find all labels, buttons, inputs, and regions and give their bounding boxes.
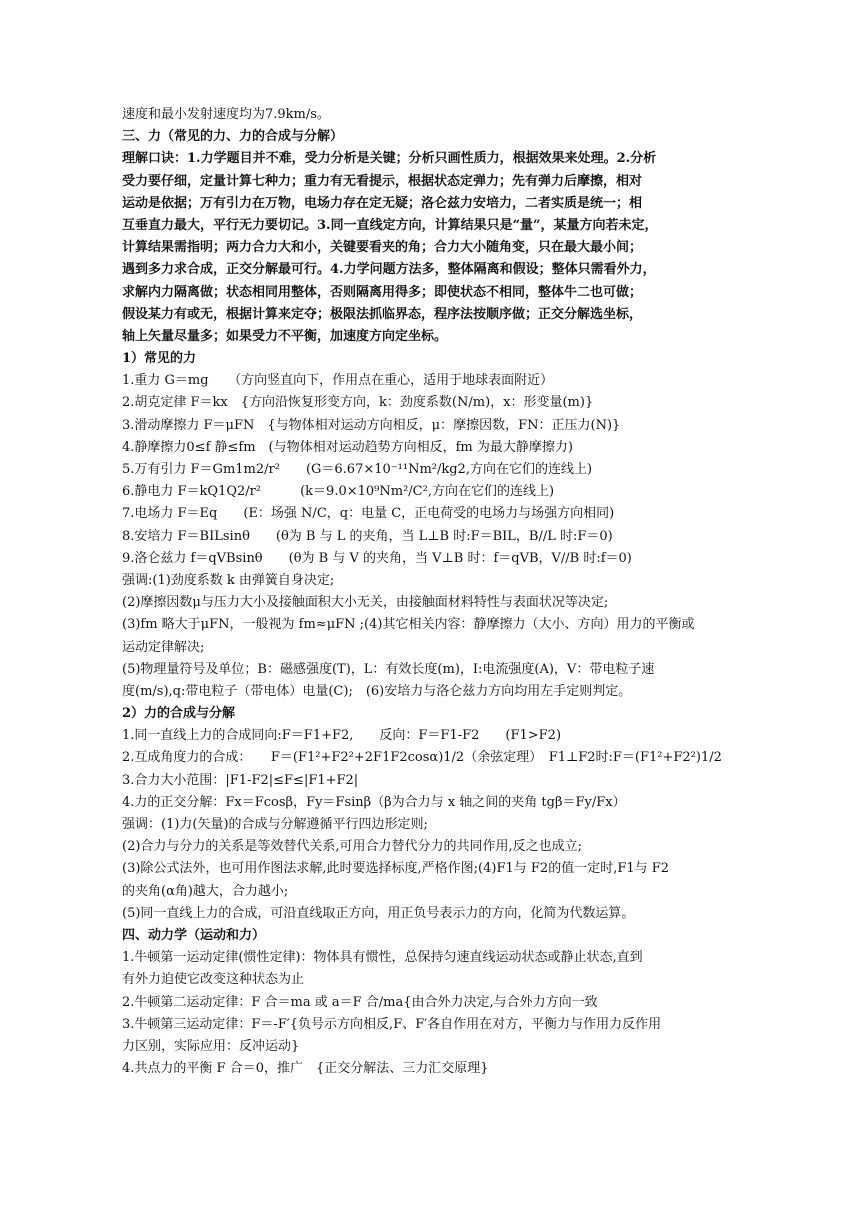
text-line: 2.胡克定律 F＝kx {方向沿恢复形变方向，k：劲度系数(N/m)，x：形变量(m)} (122, 395, 594, 411)
heading-line: 求解内力隔离做；状态相同用整体，否则隔离用得多；即使状态不相同，整体牛二也可做； (122, 284, 643, 300)
text-line: 力区别，实际应用：反冲运动} (122, 1038, 300, 1054)
text-line: (2)摩擦因数μ与压力大小及接触面积大小无关，由接触面材料特性与表面状况等决定; (122, 595, 609, 611)
text-line: 9.洛仑兹力 f＝qVBsinθ (θ为 B 与 V 的夹角，当 V⊥B 时：f＝qVB，V//B 时:f＝0) (122, 550, 632, 566)
text-line: 4.共点力的平衡 F 合＝0，推广 {正交分解法、三力汇交原理} (122, 1061, 489, 1077)
text-line: 2.互成角度力的合成： F＝(F1²+F2²+2F1F2cosα)1/2（余弦定理） F1⊥F2时:F＝(F1²+F2²)1/2 (122, 750, 722, 766)
text-line: 的夹角(α角)越大，合力越小; (122, 883, 289, 899)
heading-line: 1）常见的力 (122, 351, 197, 367)
heading-line: 三、力（常见的力、力的合成与分解） (122, 129, 344, 145)
text-line: 度(m/s),q:带电粒子（带电体）电量(C); (6)安培力与洛仑兹力方向均用左手定则判定。 (122, 683, 632, 699)
text-line: 1.同一直线上力的合成同向:F＝F1+F2, 反向：F＝F1-F2 (F1>F2) (122, 728, 562, 744)
heading-line: 2）力的合成与分解 (122, 706, 236, 722)
text-line: (5)同一直线上力的合成，可沿直线取正方向，用正负号表示力的方向，化简为代数运算。 (122, 905, 635, 921)
text-line: 5.万有引力 F＝Gm1m2/r² (G＝6.67×10⁻¹¹Nm²/kg2,方向在它们的连线上) (122, 462, 593, 477)
text-line: 6.静电力 F＝kQ1Q2/r² (k＝9.0×10⁹Nm²/C²,方向在它们的连线上) (122, 484, 555, 500)
heading-line: 计算结果需指明；两力合力大和小，关键要看夹的角；合力大小随角变，只在最大最小间； (122, 240, 643, 256)
text-line: (3)除公式法外，也可用作图法求解,此时要选择标度,严格作图;(4)F1与 F2的值一定时,F1与 F2 (122, 861, 670, 877)
text-line: (2)合力与分力的关系是等效替代关系,可用合力替代分力的共同作用,反之也成立; (122, 839, 583, 855)
text-line: 有外力迫使它改变这种状态为止 (122, 972, 305, 988)
text-line: (3)fm 略大于μFN，一般视为 fm≈μFN ;(4)其它相关内容：静摩擦力（大小、方向）用力的平衡或 (122, 617, 695, 633)
heading-line: 受力要仔细，定量计算七种力；重力有无看提示，根据状态定弹力；先有弹力后摩擦，相对 (122, 173, 643, 189)
text-line: 2.牛顿第二运动定律：F 合＝ma 或 a＝F 合/ma{由合外力决定,与合外力方向一致 (122, 994, 598, 1010)
text-line: 4.静摩擦力0≤f 静≤fm (与物体相对运动趋势方向相反，fm 为最大静摩擦力) (122, 439, 573, 455)
text-line: 强调:(1)劲度系数 k 由弹簧自身决定; (122, 572, 335, 588)
heading-line: 遇到多力求合成，正交分解最可行。4.力学问题方法多，整体隔离和假设；整体只需看外力， (122, 262, 656, 278)
text-line: 运动定律解决; (122, 639, 205, 655)
heading-line: 轴上矢量尽量多；如果受力不平衡，加速度方向定坐标。 (122, 328, 448, 344)
text-line: (5)物理量符号及单位；B：磁感强度(T)，L：有效长度(m)，I:电流强度(A)，V：带电粒子速 (122, 661, 655, 677)
text-line: 速度和最小发射速度均为7.9km/s。 (122, 107, 330, 122)
text-line: 3.牛顿第三运动定律：F＝-F′{负号示方向相反,F、F′各自作用在对方，平衡力与作用力反作用 (122, 1016, 662, 1032)
text-line: 3.滑动摩擦力 F＝μFN {与物体相对运动方向相反，μ：摩擦因数，FN：正压力(N)} (122, 417, 621, 433)
heading-line: 运动是依据；万有引力在万物，电场力存在定无疑；洛仑兹力安培力，二者实质是统一；相 (122, 195, 643, 211)
heading-line: 四、动力学（运动和力） (122, 927, 266, 943)
text-line: 4.力的正交分解：Fx＝Fcosβ，Fy＝Fsinβ（β为合力与 x 轴之间的夹角 tgβ＝Fy/Fx） (122, 794, 626, 810)
heading-line: 假设某力有或无，根据计算来定夺；极限法抓临界态，程序法按顺序做；正交分解选坐标， (122, 306, 643, 322)
document-page (122, 104, 742, 1080)
text-line: 7.电场力 F＝Eq (E：场强 N/C，q：电量 C，正电荷受的电场力与场强方向相同) (122, 506, 615, 522)
text-line: 1.牛顿第一运动定律(惯性定律)：物体具有惯性，总保持匀速直线运动状态或静止状态,直到 (122, 950, 643, 966)
heading-line: 互垂直力最大，平行无力要切记。3.同一直线定方向，计算结果只是“量”，某量方向若未定， (122, 217, 658, 233)
text-line: 强调：(1)力(矢量)的合成与分解遵循平行四边形定则; (122, 817, 428, 832)
text-line: 8.安培力 F＝BILsinθ (θ为 B 与 L 的夹角，当 L⊥B 时:F＝BIL，B//L 时:F＝0) (122, 528, 613, 544)
heading-line: 理解口诀：1.力学题目并不难，受力分析是关键；分析只画性质力，根据效果来处理。2.分析 (122, 151, 657, 167)
text-line: 1.重力 G＝mg （方向竖直向下，作用点在重心，适用于地球表面附近） (122, 373, 554, 389)
text-line: 3.合力大小范围：|F1-F2|≤F≤|F1+F2| (122, 772, 359, 788)
